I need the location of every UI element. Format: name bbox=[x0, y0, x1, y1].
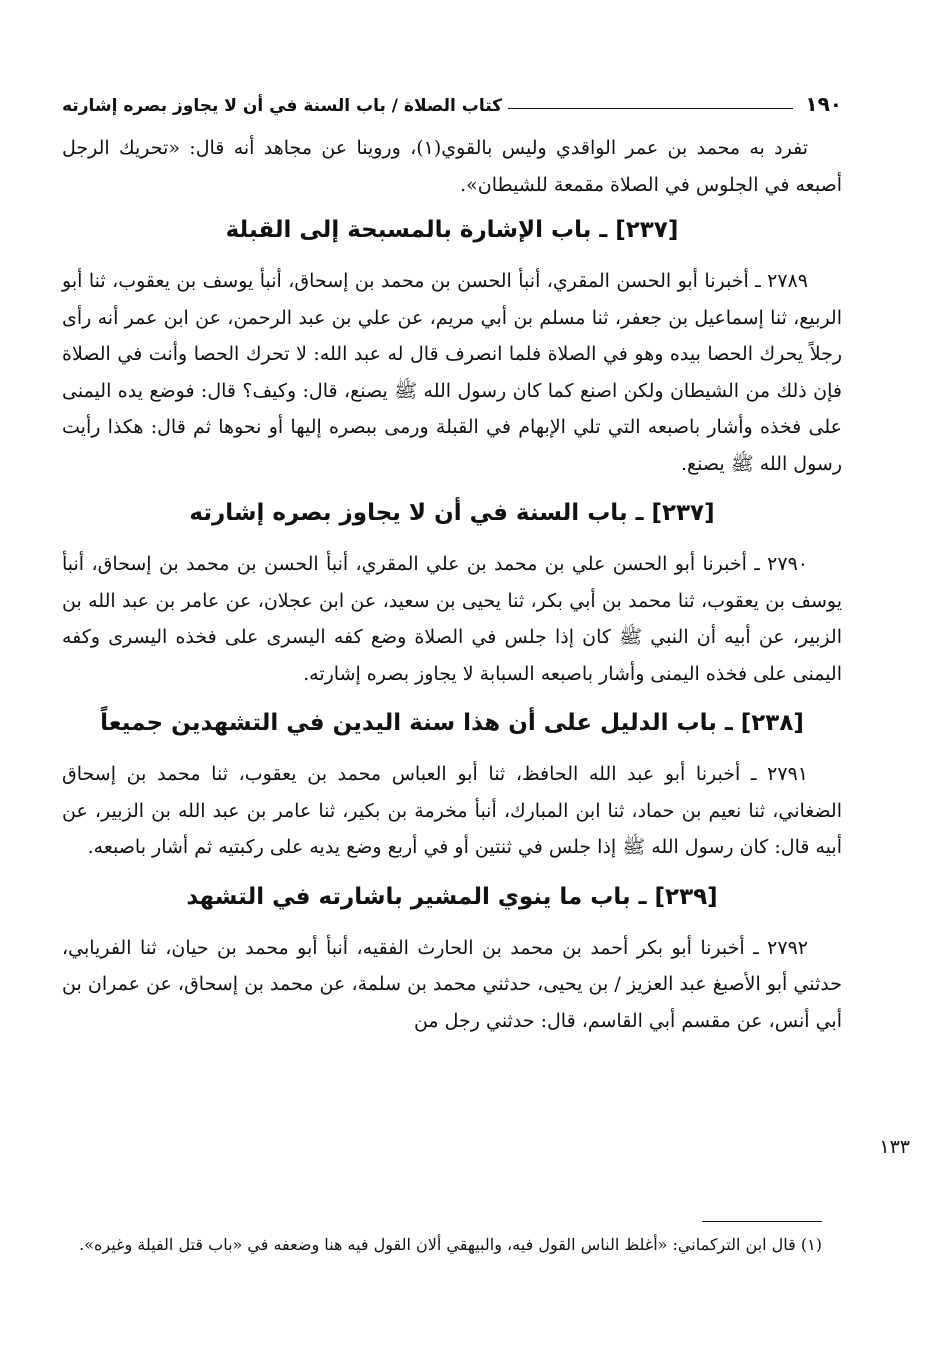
chapter-heading-238: [٢٣٨] ـ باب الدليل على أن هذا سنة اليدين في التشهدين جميعاً bbox=[100, 710, 804, 736]
hadith-2792: ٢٧٩٢ ـ أخبرنا أبو بكر أحمد بن محمد بن الحارث الفقيه، أنبأ أبو محمد بن حيان، ثنا الفريابي، حدثني أبو الأصبغ عبد العزيز / بن يحيى، حدثني محمد بن سلمة، عن محمد بن إسحاق، عن عمران بن أبي أنس، عن مقسم أبي القاسم، قال: حدثني رجل من bbox=[62, 936, 842, 1032]
main-text bbox=[62, 130, 842, 1039]
chapter-heading-237-b: [٢٣٧] ـ باب السنة في أن لا يجاوز بصره إشارته bbox=[189, 500, 715, 526]
hadith-2791: ٢٧٩١ ـ أخبرنا أبو عبد الله الحافظ، ثنا أبو العباس محمد بن يعقوب، ثنا محمد بن إسحاق الضغاني، ثنا نعيم بن حماد، ثنا ابن المبارك، أنبأ مخرمة بن بكير، ثنا عامر بن عبد الله بن الزبير، عن أبيه قال: كان رسول الله ﷺ إذا جلس في ثنتين أو في أربع وضع يديه على ركبتيه ثم أشار باصبعه. bbox=[62, 763, 842, 858]
chapter-heading-237-a: [٢٣٧] ـ باب الإشارة بالمسبحة إلى القبلة bbox=[225, 217, 679, 243]
margin-folio-number: ١٣٣ bbox=[879, 1136, 910, 1158]
footnote-separator bbox=[702, 1221, 822, 1222]
running-header bbox=[62, 80, 842, 116]
running-title: كتاب الصلاة / باب السنة في أن لا يجاوز بصره إشارته bbox=[62, 96, 503, 116]
chapter-heading-239: [٢٣٩] ـ باب ما ينوي المشير باشارته في التشهد bbox=[186, 883, 718, 910]
header-rule bbox=[508, 108, 793, 109]
hadith-2790: ٢٧٩٠ ـ أخبرنا أبو الحسن علي بن محمد بن علي المقري، أنبأ الحسن بن محمد بن إسحاق، أنبأ يوسف بن يعقوب، ثنا محمد بن أبي بكر، ثنا يحيى بن سعيد، عن ابن عجلان، عن عامر بن عبد الله بن الزبير، عن أبيه أن النبي ﷺ كان إذا جلس في الصلاة وضع كفه اليسرى على فخذه اليسرى وكفه اليمنى على فخذه اليمنى وأشار باصبعه السبابة لا يجاوز بصره إشارته. bbox=[62, 553, 842, 685]
footnote-1: (١) قال ابن التركماني: «أغلظ الناس القول فيه، والبيهقي ألان القول فيه هنا وضعفه في «باب قتل الفيلة وغيره». bbox=[79, 1235, 822, 1254]
page-number: ١٩٠ bbox=[805, 92, 842, 116]
footnote bbox=[62, 1228, 822, 1262]
hadith-2789: ٢٧٨٩ ـ أخبرنا أبو الحسن المقري، أنبأ الحسن بن محمد بن إسحاق، أنبأ يوسف بن يعقوب، ثنا أبو الربيع، ثنا إسماعيل بن جعفر، ثنا مسلم بن أبي مريم، عن علي بن عبد الرحمن، عن ابن عمر أنه رأى رجلاً يحرك الحصا بيده وهو في الصلاة فلما انصرف قال له عبد الله: لا تحرك الحصا وأنت في الصلاة فإن ذلك من الشيطان ولكن اصنع كما كان رسول الله ﷺ يصنع، قال: وكيف؟ قال: فوضع يده اليمنى على فخذه وأشار باصبعه التي تلي الإبهام في القبلة ورمى ببصره إليها أو نحوها ثم قال: هكذا رأيت رسول الله ﷺ يصنع. bbox=[62, 270, 842, 475]
intro-paragraph: تفرد به محمد بن عمر الواقدي وليس بالقوي(١)، وروينا عن مجاهد أنه قال: «تحريك الرجل أصبعه في الجلوس في الصلاة مقمعة للشيطان». bbox=[62, 137, 842, 196]
